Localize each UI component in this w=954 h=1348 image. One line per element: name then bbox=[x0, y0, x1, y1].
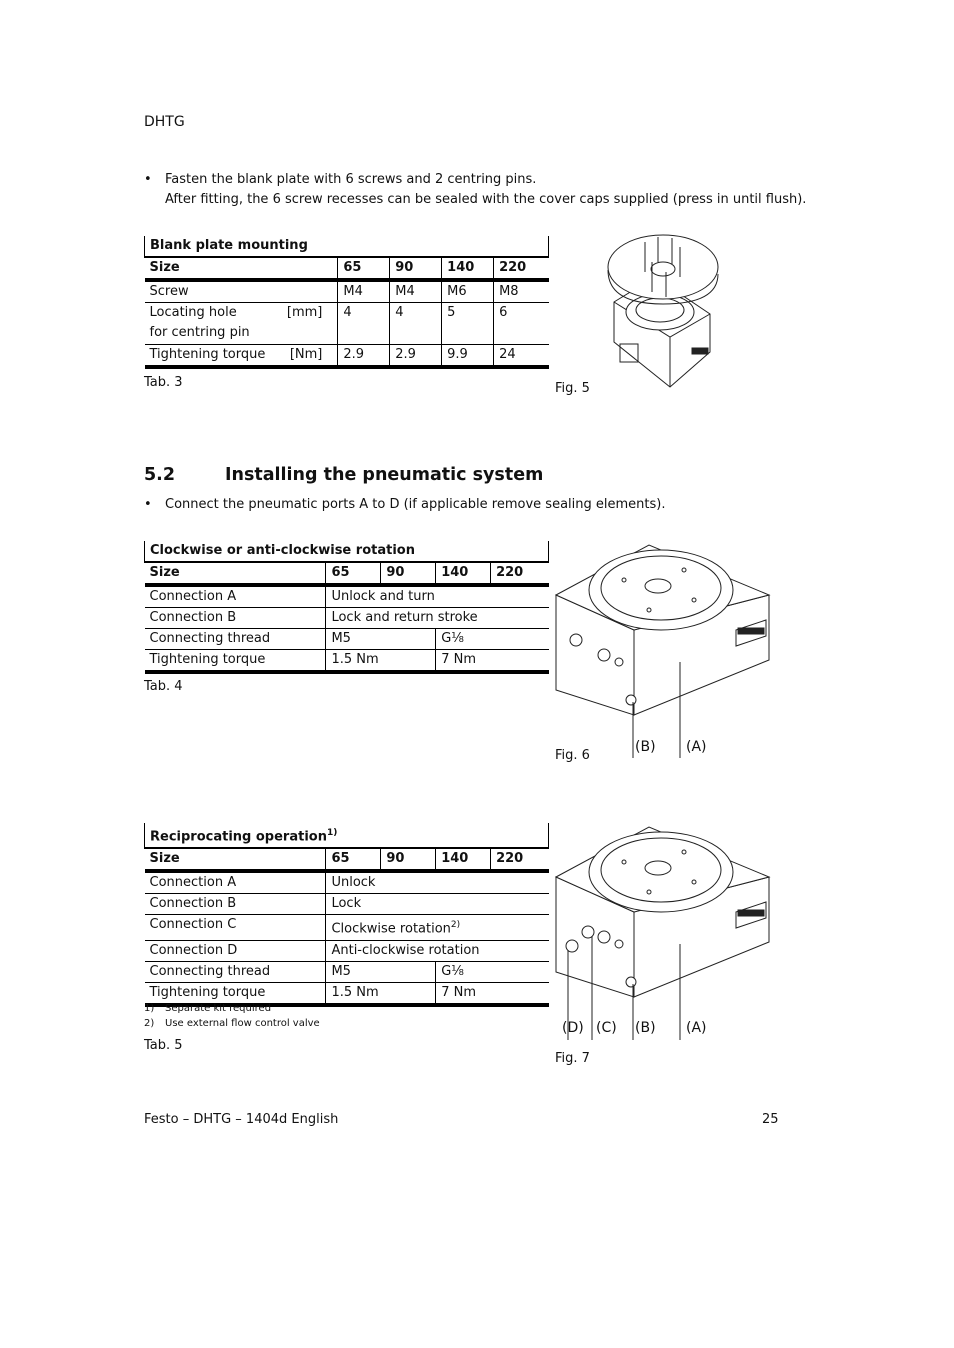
row-label: Tightening torque bbox=[145, 982, 326, 1005]
cell: M6 bbox=[442, 280, 494, 303]
table-row bbox=[145, 650, 549, 673]
row-label bbox=[145, 303, 338, 345]
unit: [mm] bbox=[286, 305, 323, 320]
footnote-num: 2) bbox=[144, 1018, 155, 1029]
cell: M5 bbox=[326, 961, 436, 982]
port-label-a: (A) bbox=[686, 1020, 707, 1036]
cell: Unlock and turn bbox=[326, 585, 549, 608]
table-row bbox=[145, 961, 549, 982]
table-row bbox=[145, 915, 549, 940]
row-label-line1: Locating hole bbox=[149, 305, 237, 320]
table-reciprocating bbox=[144, 823, 549, 1007]
cell: 24 bbox=[494, 345, 549, 368]
footnote-num: 1) bbox=[144, 1003, 155, 1014]
port-label-d: (D) bbox=[562, 1020, 584, 1036]
section-bullet-text: Connect the pneumatic ports A to D (if applicable remove sealing elements). bbox=[165, 497, 666, 512]
size-65: 65 bbox=[326, 562, 381, 585]
intro-bullet bbox=[144, 170, 807, 210]
footnote-ref: 1) bbox=[326, 828, 338, 838]
table-row bbox=[145, 608, 549, 629]
cell: Lock bbox=[326, 894, 549, 915]
row-label: Connecting thread bbox=[145, 629, 326, 650]
table-caption: Tab. 3 bbox=[144, 375, 183, 390]
table-caption: Tab. 5 bbox=[144, 1038, 183, 1053]
cell: 4 bbox=[338, 303, 390, 345]
table-row bbox=[145, 585, 549, 608]
table-title: Blank plate mounting bbox=[145, 236, 494, 257]
cell: 5 bbox=[442, 303, 494, 345]
size-65: 65 bbox=[326, 848, 381, 871]
table-rotation bbox=[144, 541, 549, 674]
footnote-ref: 2) bbox=[450, 920, 461, 931]
size-140: 140 bbox=[436, 848, 491, 871]
cell: Unlock bbox=[326, 871, 549, 894]
footnote-text: Separate kit required bbox=[165, 1003, 272, 1014]
cell: M4 bbox=[338, 280, 390, 303]
footnote-1 bbox=[144, 1003, 272, 1014]
cell bbox=[326, 915, 549, 940]
unit: [Nm] bbox=[289, 347, 323, 362]
rotary-unit-figure-6 bbox=[554, 540, 774, 760]
cell: G⅛ bbox=[436, 629, 549, 650]
cell-text: Clockwise rotation bbox=[331, 921, 451, 937]
size-220: 220 bbox=[491, 848, 549, 871]
footer-text: Festo – DHTG – 1404d English bbox=[144, 1112, 339, 1127]
row-label: Connecting thread bbox=[145, 961, 326, 982]
size-header: Size bbox=[145, 562, 326, 585]
row-label-line2: for centring pin bbox=[149, 325, 250, 340]
bullet-dot: • bbox=[144, 172, 152, 187]
rotary-unit-figure-7 bbox=[554, 822, 774, 1042]
cell: 7 Nm bbox=[436, 982, 549, 1005]
section-bullet bbox=[144, 495, 784, 515]
row-label-text: Tightening torque bbox=[149, 347, 266, 362]
page-number: 25 bbox=[762, 1112, 779, 1127]
row-label: Connection A bbox=[145, 871, 326, 894]
intro-line-2: After fitting, the 6 screw recesses can be sealed with the cover caps supplied (press in until flush). bbox=[165, 192, 807, 207]
cell: 2.9 bbox=[338, 345, 390, 368]
size-90: 90 bbox=[381, 562, 436, 585]
cell: M5 bbox=[326, 629, 436, 650]
size-140: 140 bbox=[436, 562, 491, 585]
port-label-b: (B) bbox=[635, 739, 656, 755]
size-65: 65 bbox=[338, 257, 390, 280]
cell: 9.9 bbox=[442, 345, 494, 368]
cell: 6 bbox=[494, 303, 549, 345]
table-title: Clockwise or anti-clockwise rotation bbox=[145, 541, 491, 562]
section-title: Installing the pneumatic system bbox=[225, 465, 544, 485]
table-row bbox=[145, 940, 549, 961]
bullet-dot: • bbox=[144, 497, 152, 512]
row-label: Screw bbox=[145, 280, 338, 303]
table-title bbox=[145, 823, 491, 848]
size-220: 220 bbox=[491, 562, 549, 585]
cell: 7 Nm bbox=[436, 650, 549, 673]
footnote-2 bbox=[144, 1018, 320, 1029]
port-label-c: (C) bbox=[596, 1020, 617, 1036]
row-label bbox=[145, 345, 338, 368]
table-row bbox=[145, 871, 549, 894]
blank-plate-figure bbox=[600, 232, 730, 392]
cell: 1.5 Nm bbox=[326, 982, 436, 1005]
figure-caption: Fig. 6 bbox=[555, 748, 590, 763]
section-number: 5.2 bbox=[144, 465, 176, 485]
table-row bbox=[145, 982, 549, 1005]
row-label: Connection D bbox=[145, 940, 326, 961]
row-label: Connection A bbox=[145, 585, 326, 608]
cell: M8 bbox=[494, 280, 549, 303]
row-label: Tightening torque bbox=[145, 650, 326, 673]
size-header: Size bbox=[145, 848, 326, 871]
cell: 2.9 bbox=[390, 345, 442, 368]
table-blank-plate-mounting bbox=[144, 236, 549, 369]
cell: Lock and return stroke bbox=[326, 608, 549, 629]
cell: Anti-clockwise rotation bbox=[326, 940, 549, 961]
size-140: 140 bbox=[442, 257, 494, 280]
port-label-b: (B) bbox=[635, 1020, 656, 1036]
size-90: 90 bbox=[381, 848, 436, 871]
cell: 4 bbox=[390, 303, 442, 345]
figure-caption: Fig. 7 bbox=[555, 1051, 590, 1066]
cell: G⅛ bbox=[436, 961, 549, 982]
footnote-text: Use external flow control valve bbox=[165, 1018, 320, 1029]
row-label: Connection B bbox=[145, 608, 326, 629]
port-label-a: (A) bbox=[686, 739, 707, 755]
size-90: 90 bbox=[390, 257, 442, 280]
figure-caption: Fig. 5 bbox=[555, 381, 590, 396]
size-header: Size bbox=[145, 257, 338, 280]
table-caption: Tab. 4 bbox=[144, 679, 183, 694]
table-row bbox=[145, 629, 549, 650]
intro-line-1: Fasten the blank plate with 6 screws and 2 centring pins. bbox=[165, 172, 537, 187]
document-header: DHTG bbox=[144, 114, 185, 130]
table-row bbox=[145, 303, 549, 345]
table-row bbox=[145, 280, 549, 303]
table-row bbox=[145, 345, 549, 368]
size-220: 220 bbox=[494, 257, 549, 280]
cell: M4 bbox=[390, 280, 442, 303]
table-title-text: Reciprocating operation bbox=[150, 829, 327, 845]
row-label: Connection C bbox=[145, 915, 326, 940]
row-label: Connection B bbox=[145, 894, 326, 915]
table-row bbox=[145, 894, 549, 915]
cell: 1.5 Nm bbox=[326, 650, 436, 673]
